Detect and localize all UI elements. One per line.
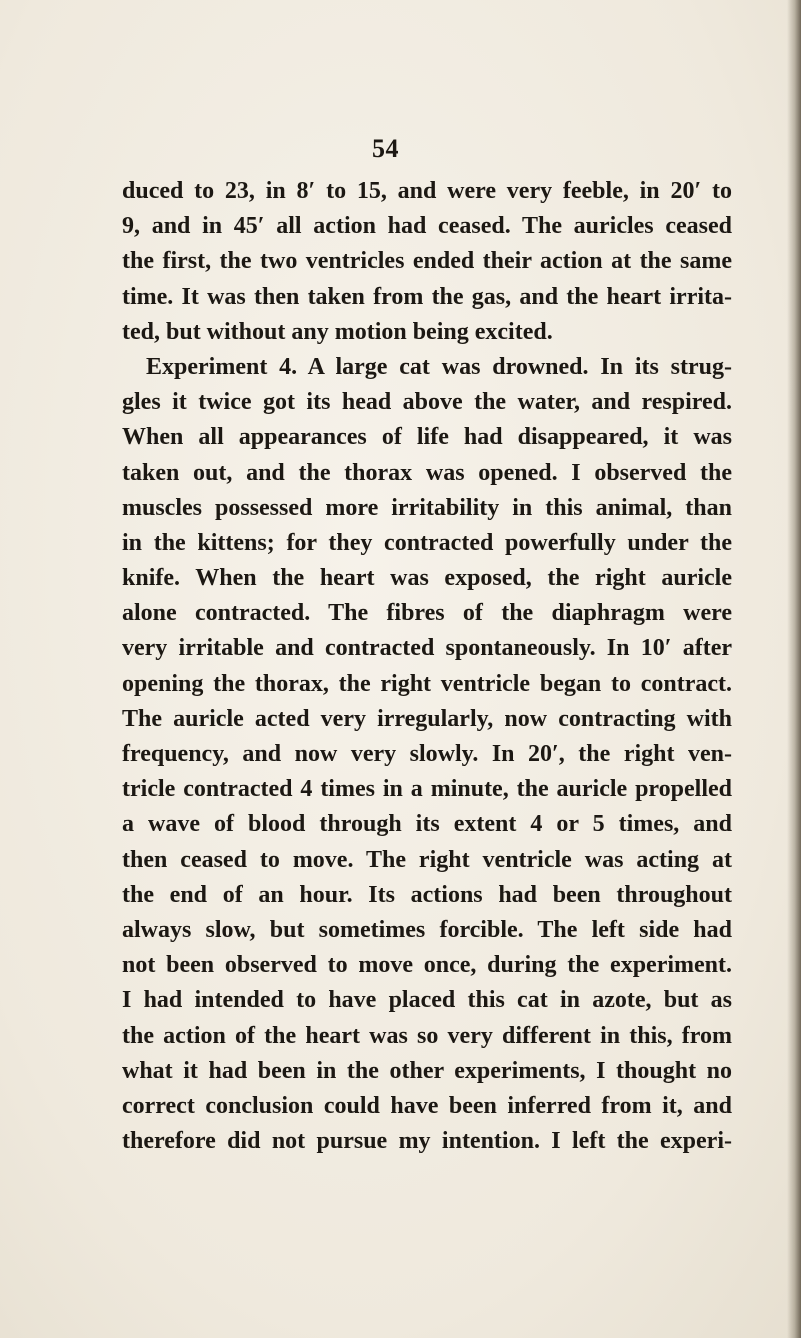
text-line: muscles possessed more irritability in this animal, than — [122, 494, 732, 521]
page-number: 54 — [372, 134, 399, 163]
text-line: The auricle acted very irregularly, now contracting with — [122, 705, 732, 732]
text-line: alone contracted. The fibres of the diaphragm were — [122, 600, 732, 627]
text-line: tricle contracted 4 times in a minute, the auricle propelled — [122, 776, 732, 803]
text-line: time. It was then taken from the gas, and the heart irrita- — [122, 283, 732, 310]
page-edge-shadow — [787, 0, 801, 1338]
text-line: always slow, but sometimes forcible. The left side had — [122, 916, 732, 943]
text-line: in the kittens; for they contracted powerfully under the — [122, 529, 732, 556]
text-line: gles it twice got its head above the water, and respired. — [122, 389, 732, 416]
text-line: ted, but without any motion being excited. — [122, 318, 553, 345]
text-line: then ceased to move. The right ventricle was acting at — [122, 846, 732, 873]
text-line: frequency, and now very slowly. In 20′, the right ven- — [122, 741, 732, 767]
text-line: what it had been in the other experiments, I thought no — [122, 1057, 732, 1084]
text-line: taken out, and the thorax was opened. I observed the — [122, 459, 732, 486]
text-line: knife. When the heart was exposed, the right auricle — [122, 565, 732, 592]
text-line: When all appearances of life had disappeared, it was — [122, 424, 732, 451]
text-line: not been observed to move once, during the experiment. — [122, 952, 732, 979]
body-text — [122, 174, 732, 1159]
text-line: the first, the two ventricles ended their action at the same — [122, 248, 732, 275]
text-line: Experiment 4. A large cat was drowned. In its strug- — [146, 353, 732, 380]
text-line: a wave of blood through its extent 4 or 5 times, and — [122, 811, 732, 838]
text-line: therefore did not pursue my intention. I left the experi- — [122, 1128, 732, 1155]
text-line: I had intended to have placed this cat in azote, but as — [122, 987, 732, 1014]
text-line: the end of an hour. Its actions had been throughout — [122, 881, 732, 908]
text-line: 9, and in 45′ all action had ceased. The auricles ceased — [122, 213, 732, 240]
text-line: the action of the heart was so very different in this, from — [122, 1022, 732, 1049]
text-line: correct conclusion could have been inferred from it, and — [122, 1092, 732, 1119]
text-line: opening the thorax, the right ventricle began to contract. — [122, 670, 732, 697]
text-line: duced to 23, in 8′ to 15, and were very feeble, in 20′ to — [122, 178, 732, 204]
text-line: very irritable and contracted spontaneously. In 10′ after — [122, 635, 732, 662]
